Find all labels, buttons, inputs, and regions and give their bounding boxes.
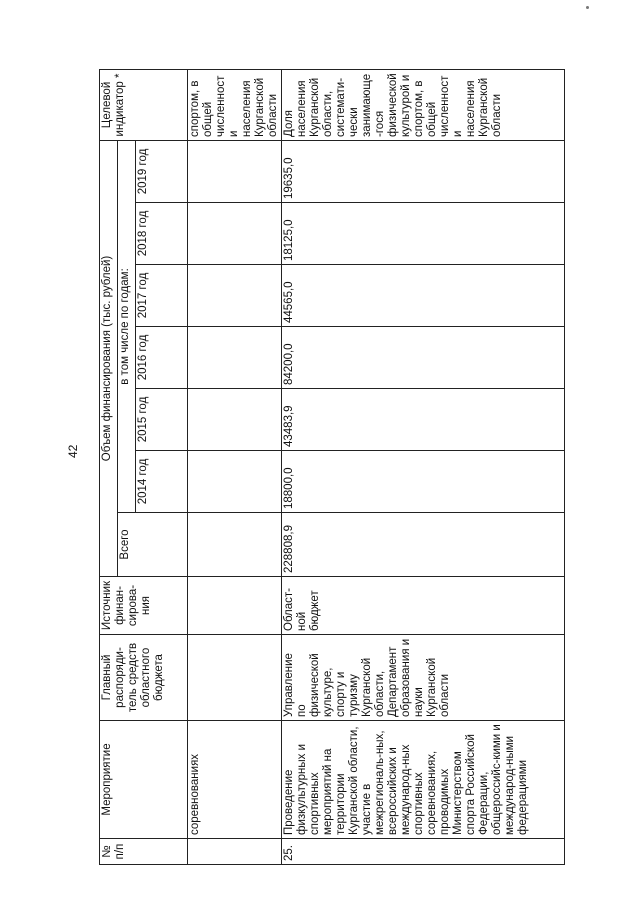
cell-2015: 43483,9: [282, 389, 565, 451]
cell-2019: [188, 140, 282, 202]
cell-manager: Управление по физической культуре, спорту и туризму Курганской области, Департамент образования и науки Курганской области: [282, 635, 565, 721]
page-number: 42: [66, 444, 80, 458]
cell-source: [188, 577, 282, 635]
cell-total: [188, 513, 282, 577]
header-financing: Объем финансирования (тыс. рублей): [100, 140, 118, 576]
cell-indicator: Доля населения Курганской области, системати-чески занимающе-гося физической культурой и спортом, в общей численности населения Курганской области: [282, 69, 565, 140]
table-row-previous: [188, 69, 282, 864]
cell-2019: 19635,0: [282, 140, 565, 202]
header-total: Всего: [118, 513, 188, 577]
cell-num: [188, 839, 282, 865]
header-source: Источник финан-сирова-ния: [100, 577, 188, 635]
cell-indicator: спортом, в общей численности населения Курганской области: [188, 69, 282, 140]
cell-2016: 84200,0: [282, 327, 565, 389]
table-row-25: [282, 69, 565, 864]
header-year-2017: 2017 год: [136, 265, 188, 327]
cell-manager: [188, 635, 282, 721]
cell-2017: [188, 265, 282, 327]
header-by-years: в том числе по годам:: [118, 140, 136, 512]
financing-table-rotated: [99, 70, 565, 865]
cell-2017: 44565,0: [282, 265, 565, 327]
cell-source: Област-ной бюджет: [282, 577, 565, 635]
cell-2014: 18800,0: [282, 451, 565, 513]
header-year-2018: 2018 год: [136, 203, 188, 265]
financing-table: [99, 69, 565, 865]
cell-2016: [188, 327, 282, 389]
cell-event: Проведение физкультурных и спортивных мероприятий на территории Курганской области, участие в межрегиональ-ных, всероссийских и международ-ных спортивных соревнованиях, проводимых Министерством спорта Российской Федерации, общероссийс-кими и международ-ными федерациями: [282, 721, 565, 839]
cell-total: 228808,9: [282, 513, 565, 577]
scan-dot: [586, 6, 589, 9]
cell-2015: [188, 389, 282, 451]
cell-num: 25.: [282, 839, 565, 865]
cell-event: соревнованиях: [188, 721, 282, 839]
header-year-2014: 2014 год: [136, 451, 188, 513]
header-num: № п/п: [100, 839, 188, 865]
header-year-2019: 2019 год: [136, 140, 188, 202]
cell-2018: 18125,0: [282, 203, 565, 265]
header-event: Мероприятие: [100, 721, 188, 839]
header-year-2015: 2015 год: [136, 389, 188, 451]
cell-2014: [188, 451, 282, 513]
header-year-2016: 2016 год: [136, 327, 188, 389]
cell-2018: [188, 203, 282, 265]
header-manager: Главный распоряди-тель средств областного бюджета: [100, 635, 188, 721]
header-indicator: Целевой индикатор *: [100, 69, 188, 140]
